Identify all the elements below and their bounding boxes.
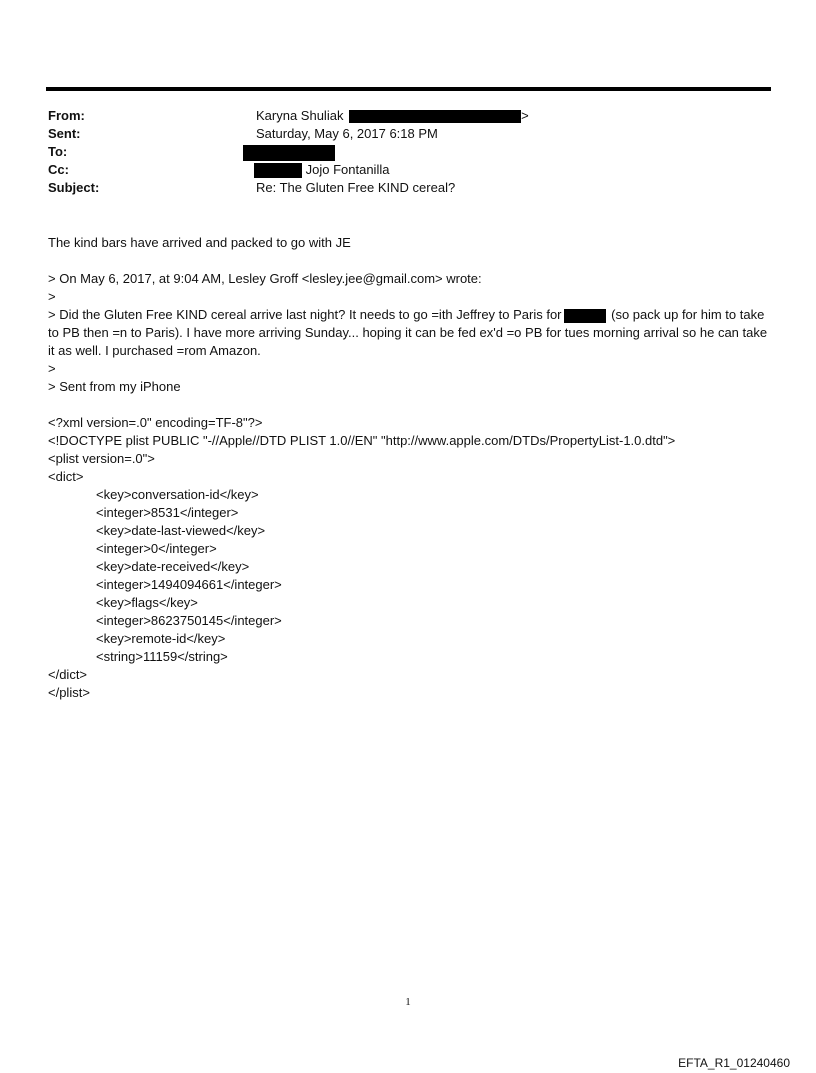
plist-entry: <string>11159</string> <box>96 649 228 664</box>
header-rule <box>46 87 771 91</box>
sent-value: Saturday, May 6, 2017 6:18 PM <box>256 126 438 141</box>
plist-doctype: <!DOCTYPE plist PUBLIC "-//Apple//DTD PLIST 1.0//EN" "http://www.apple.com/DTDs/PropertyList-1.0.dtd"> <box>48 433 676 448</box>
to-value <box>243 143 335 161</box>
plist-entry: <integer>1494094661</integer> <box>96 577 282 592</box>
cc-name: Jojo Fontanilla <box>305 162 390 177</box>
plist-entry: <key>date-last-viewed</key> <box>96 523 266 538</box>
plist-entry: <integer>8623750145</integer> <box>96 613 282 628</box>
cc-value <box>254 161 389 179</box>
plist-entry: <key>remote-id</key> <box>96 631 226 646</box>
plist-open: <plist version=.0"> <box>48 451 155 466</box>
quote-marker: > <box>48 361 56 376</box>
quote-text-b: (so pack up for him to take to PB then =n to Paris). I have more arriving Sunday... hoping it can be fed ex'd =o PB for tues morning arrival so he can take it as well. I purchased =rom Amazon. <box>48 307 768 358</box>
to-label: To: <box>48 144 68 159</box>
plist-xml-declaration: <?xml version=.0" encoding=TF-8"?> <box>48 415 263 430</box>
quote-paragraph <box>48 306 768 360</box>
plist-entry: <integer>0</integer> <box>96 541 217 556</box>
subject-value: Re: The Gluten Free KIND cereal? <box>256 180 456 195</box>
from-value <box>256 107 529 125</box>
from-label: From: <box>48 108 85 123</box>
quote-sent-from: > Sent from my iPhone <box>48 379 181 394</box>
plist-entry: <key>date-received</key> <box>96 559 250 574</box>
plist-close: </plist> <box>48 685 90 700</box>
quote-intro: > On May 6, 2017, at 9:04 AM, Lesley Groff <lesley.jee@gmail.com> wrote: <box>48 271 482 286</box>
redaction-box <box>243 145 335 161</box>
redaction-box <box>349 110 521 123</box>
bates-number: EFTA_R1_01240460 <box>678 1056 790 1070</box>
quote-text-a: > Did the Gluten Free KIND cereal arrive last night? It needs to go =ith Jeffrey to Paris for <box>48 307 562 322</box>
from-suffix: > <box>521 108 529 123</box>
from-name: Karyna Shuliak <box>256 108 344 123</box>
email-body <box>48 234 768 702</box>
cc-label: Cc: <box>48 162 69 177</box>
redaction-box <box>254 163 302 178</box>
subject-label: Subject: <box>48 180 100 195</box>
quote-marker: > <box>48 289 56 304</box>
plist-entry: <integer>8531</integer> <box>96 505 239 520</box>
page-number: 1 <box>405 996 411 1008</box>
sent-label: Sent: <box>48 126 81 141</box>
plist-entry: <key>conversation-id</key> <box>96 487 259 502</box>
dict-open: <dict> <box>48 469 84 484</box>
plist-entry: <key>flags</key> <box>96 595 198 610</box>
redaction-box <box>564 309 606 323</box>
dict-close: </dict> <box>48 667 88 682</box>
body-line: The kind bars have arrived and packed to go with JE <box>48 235 351 250</box>
